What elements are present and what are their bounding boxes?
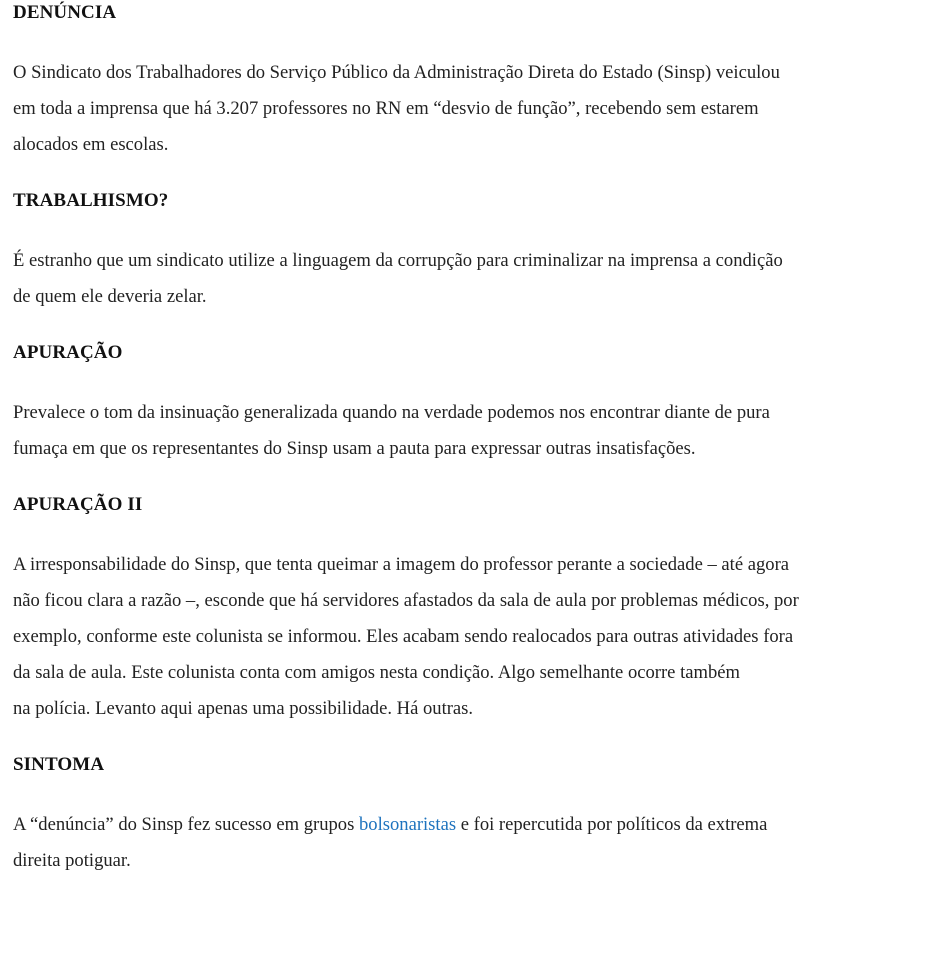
paragraph-trabalhismo — [13, 243, 938, 315]
paragraph-sintoma — [13, 807, 938, 879]
bolsonaristas-link[interactable]: bolsonaristas — [358, 814, 457, 835]
paragraph-line: É estranho que um sindicato utilize a linguagem da corrupção para criminalizar na imprensa a condição — [13, 250, 783, 271]
paragraph-line: de quem ele deveria zelar. — [13, 286, 207, 307]
paragraph-line: alocados em escolas. — [13, 134, 169, 155]
text-fragment: e foi repercutida por políticos da extrema — [456, 814, 768, 835]
paragraph-apuracao-ii — [13, 547, 938, 727]
paragraph-line: em toda a imprensa que há 3.207 professores no RN em “desvio de função”, recebendo sem estarem — [13, 98, 759, 119]
paragraph-line — [13, 807, 938, 843]
paragraph-line: Prevalece o tom da insinuação generalizada quando na verdade podemos nos encontrar diante de pura — [13, 402, 770, 423]
paragraph-line: não ficou clara a razão –, esconde que há servidores afastados da sala de aula por problemas médicos, por — [13, 590, 799, 611]
paragraph-line: fumaça em que os representantes do Sinsp usam a pauta para expressar outras insatisfações. — [13, 438, 696, 459]
paragraph-line: O Sindicato dos Trabalhadores do Serviço Público da Administração Direta do Estado (Sinsp) veiculou — [13, 62, 780, 83]
section-heading-trabalhismo: TRABALHISMO? — [13, 190, 169, 211]
paragraph-line: direita potiguar. — [13, 850, 131, 871]
section-heading-sintoma: SINTOMA — [13, 754, 105, 775]
section-heading-apuracao-ii: APURAÇÃO II — [13, 494, 143, 515]
paragraph-line: na polícia. Levanto aqui apenas uma possibilidade. Há outras. — [13, 698, 474, 719]
text-fragment: A “denúncia” do Sinsp fez sucesso em grupos — [13, 814, 359, 835]
paragraph-line: A irresponsabilidade do Sinsp, que tenta queimar a imagem do professor perante a sociedade – até agora — [13, 554, 790, 575]
paragraph-line: exemplo, conforme este colunista se informou. Eles acabam sendo realocados para outras atividades fora — [13, 626, 794, 647]
section-heading-denuncia: DENÚNCIA — [13, 2, 117, 23]
paragraph-denuncia — [13, 55, 938, 163]
section-heading-apuracao: APURAÇÃO — [13, 342, 123, 363]
paragraph-apuracao — [13, 395, 938, 467]
paragraph-line: da sala de aula. Este colunista conta com amigos nesta condição. Algo semelhante ocorre também — [13, 662, 740, 683]
